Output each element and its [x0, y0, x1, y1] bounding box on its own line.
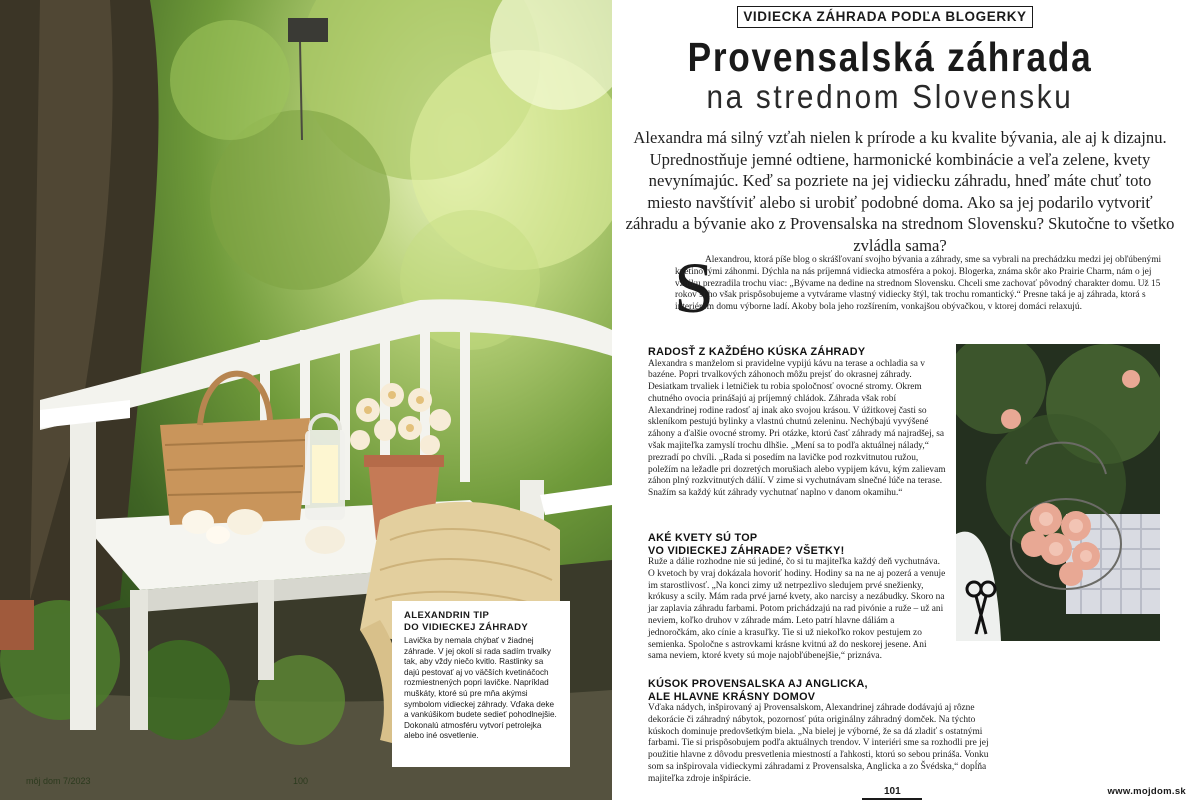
section-label: VIDIECKA ZÁHRADA PODĽA BLOGERKY [737, 6, 1033, 28]
article-subheadline: na strednom Slovensku [706, 78, 1074, 115]
section-radost [648, 346, 946, 500]
tip-subtitle: DO VIDIECKEJ ZÁHRADY [404, 622, 529, 633]
section-body: Vďaka nádych, inšpirovaný aj Provensalskom, Alexandrinej záhrade dodávajú aj rôzne dekorácie či záhradný nábytok, pozornosť púta originálny záhradný domček. Na týchto kúskoch dominuje predovšetkým biela. „Na bielej je výborné, že sa dá zladiť s ostatnými farbami. Tie si prispôsobujem podľa aktuálnych trendov. V interiéri sme sa rozhodli pre jej použitie hlavne z dôvodu presvetlenia miestností a ľahkosti, ktorú so sebou prináša. Vonku som sa inšpirovala vidieckymi záhradami z Provensalska, Anglicka a zo Švédska,“ dopĺňa majiteľka zdroje inšpirácie. [648, 703, 989, 784]
section-provensalsko [648, 678, 1000, 786]
tip-title: ALEXANDRIN TIP [404, 610, 490, 621]
section-heading: AKÉ KVETY SÚ TOP [648, 532, 758, 544]
section-heading: KÚSOK PROVENSALSKA AJ ANGLICKA, [648, 678, 868, 690]
folio-website: www.mojdom.sk [1107, 786, 1186, 797]
tip-box [392, 601, 570, 767]
dropcap: S [674, 248, 715, 328]
article-headline: Provensalská záhrada [687, 34, 1093, 80]
roses-photo [956, 344, 1160, 641]
section-kvety [648, 532, 946, 663]
section-heading: ALE HLAVNE KRÁSNY DOMOV [648, 690, 816, 703]
roses-photo-illustration [956, 344, 1160, 641]
folio-magazine: môj dom 7/2023 [26, 776, 91, 786]
article-lead: Alexandra má silný vzťah nielen k prírode a ku kvalite bývania, ale aj k dizajnu. Uprednostňuje jemné odtiene, harmonické kombinácie a veľa zelene, kvety nevynímajúc. Keď sa pozriete na jej vidiecku záhradu, hneď máte chuť toto miesto navštíviť alebo si urobiť podobné doma. Ako sa jej podarilo vytvoriť záhradu a bývanie ako z Provensalska na strednom Slovensku? Skutočne to všetko zvládla sama? [625, 128, 1175, 255]
section-heading: RADOSŤ Z KAŽDÉHO KÚSKA ZÁHRADY [648, 346, 866, 358]
tip-body: Lavička by nemala chýbať v žiadnej záhrade. V jej okolí si rada sadím trvalky tak, aby vždy niečo kvitlo. Rastlinky sa dajú pestovať aj vo väčších kvetináčoch rozmiestnených popri lavičke. Napríklad muškáty, ktoré sú pre mňa akýmsi symbolom vidieckej záhrady. Vďaka deke a vankúšikom budete sedieť pohodlnejšie. Dokonalú atmosféru vytvorí petrolejka alebo iné osvetlenie. [404, 636, 557, 741]
article-intro: Alexandrou, ktorá píše blog o skrášľovaní svojho bývania a záhrady, sme sa vybrali na prechádzku medzi jej obľúbenými kvetinovými záhonmi. Dýchla na nás príjemná vidiecka atmosféra a pokoj. Blogerka, známa skôr ako Prairie Charm, nám o jej vzniku prezradila trochu viac: „Bývame na dedine na strednom Slovensku. Chceli sme zachovať pôvodný charakter domu. Už 15 rokov si ho však prispôsobujeme a vytvárame vlastný vidiecky štýl, tak trochu romantický.“ Presne taká je aj záhrada, ktorá s interiérom domu výborne ladí. Akoby bola jeho rozšírením, vonkajšou obývačkou, v ktorej domáci relaxujú. [675, 255, 1162, 313]
folio-page-right: 101 [884, 786, 901, 797]
section-body: Ruže a dálie rozhodne nie sú jediné, čo si tu majiteľka každý deň vychutnáva. O kvetoch by vraj dokázala hovoriť hodiny. Hodiny sa na ne aj pozerá a venuje im starostlivosť. „Na konci zimy už netrpezlivo sledujem prvé snežienky, krókusy a scily. Mám rada prvé jarné kvety, ako narcisy a nezábudky. Skoro na jar zaplavia záhradu farbami. Potom prichádzajú na rad pivónie a ruže – už ani neviem, koľko druhov v záhrade mám. Leto patrí hlavne dáliám a jednoročkám, ako cínie a krasuľky. Tie si už niekoľko rokov pestujem zo semienka. Spoločne s astrovkami krásne kvitnú až do neskorej jesene. Ani sama neviem, ktoré kvety sú moje najobľúbenejšie,“ priznáva. [648, 557, 946, 662]
section-body: Alexandra s manželom si pravidelne vypijú kávu na terase a ochladia sa v bazéne. Popri trvalkových záhonoch môžu prejsť do okrasnej záhrady. Desiatkam trvaliek i letničiek tu robia spoločnosť ovocné stromy. Okrem chutného ovocia prinášajú aj príjemný chládok. Záhrada však robí Alexandrinej rodine radosť aj inak ako svojou krásou. V úžitkovej časti so skleníkom pestujú bylinky a vlastnú chutnú zeleninu. Nechýbajú vyvýšené záhony a ďalšie ovocné stromy. Pri otázke, ktorú časť záhrady má najradšej, sa však majiteľka zamyslí trochu dlhšie. „Mení sa to podľa aktuálnej nálady,“ prezradí po chvíli. „Rada si posedím na lavičke pod rozkvitnutou ružou, poležím na ležadle pri dozretých morušiach alebo vypijem kávu, kým zalievam záhon plný rozkvitnutých dálií. V zime si vychutnávam slnečné lúče na terase. Snažím sa každý kút záhrady vychutnať naplno v danom okamihu.“ [648, 358, 946, 499]
folio-page-left: 100 [293, 776, 309, 786]
section-heading: VO VIDIECKEJ ZÁHRADE? VŠETKY! [648, 544, 845, 557]
